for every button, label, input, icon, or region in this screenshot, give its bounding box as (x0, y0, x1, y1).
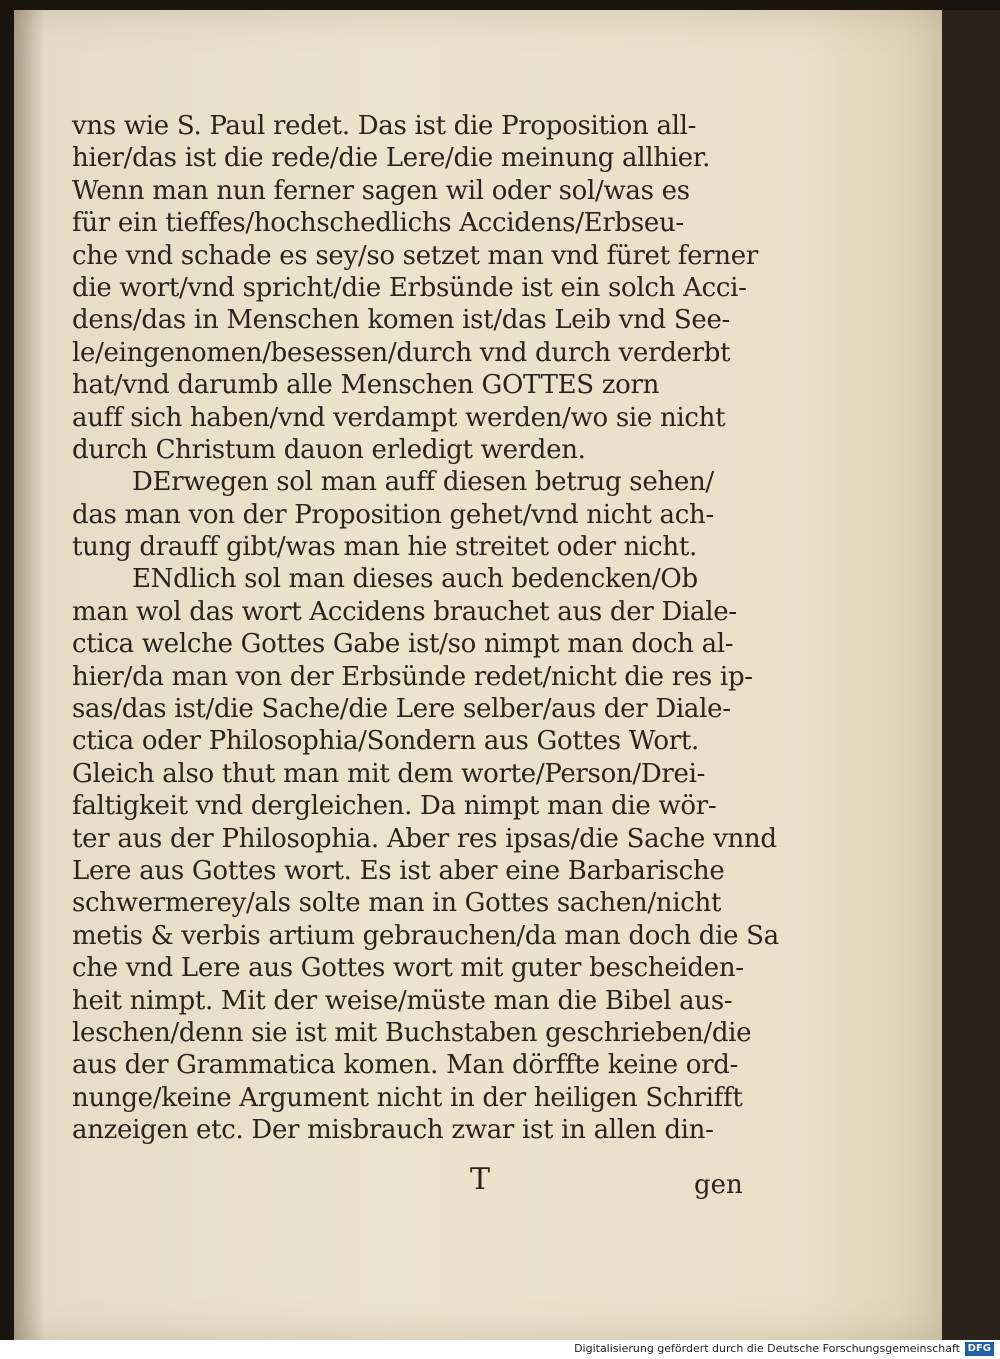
text-line: Wenn man nun ferner sagen wil oder sol/was es (72, 175, 690, 206)
text-line: metis & verbis artium gebrauchen/da man doch die Sa (72, 920, 779, 951)
text-line: hier/da man von der Erbsünde redet/nicht die res ip- (72, 661, 753, 692)
text-line: sas/das ist/die Sache/die Lere selber/aus der Diale- (72, 694, 731, 725)
text-line: man wol das wort Accidens brauchet aus der Diale- (72, 596, 737, 627)
text-line: durch Christum dauon erledigt werden. (72, 434, 586, 465)
text-line: hier/das ist die rede/die Lere/die meinung allhier. (72, 143, 711, 174)
text-line: faltigkeit vnd dergleichen. Da nimpt man die wör- (72, 791, 717, 822)
text-line: ctica welche Gottes Gabe ist/so nimpt man doch al- (72, 629, 734, 660)
text-line: Lere aus Gottes wort. Es ist aber eine Barbarische (72, 855, 725, 886)
text-line: die wort/vnd spricht/die Erbsünde ist ein solch Acci- (72, 272, 747, 303)
text-line: leschen/denn sie ist mit Buchstaben geschrieben/die (72, 1017, 752, 1048)
gutter-shadow (14, 10, 44, 1340)
catchword: gen (694, 1170, 743, 1200)
footer-credit: Digitalisierung gefördert durch die Deutsche Forschungsgemeinschaft (574, 1342, 960, 1355)
text-line: auff sich haben/vnd verdampt werden/wo sie nicht (72, 402, 726, 433)
text-line: ctica oder Philosophia/Sondern aus Gottes Wort. (72, 726, 700, 757)
text-line: hat/vnd darumb alle Menschen GOTTES zorn (72, 370, 660, 401)
text-line: Gleich also thut man mit dem worte/Person/Drei- (72, 758, 706, 789)
text-line: dens/das in Menschen komen ist/das Leib vnd See- (72, 305, 731, 336)
text-line: schwermerey/als solte man in Gottes sachen/nicht (72, 888, 722, 919)
text-line: che vnd schade es sey/so setzet man vnd füret ferner (72, 240, 758, 271)
text-line: nunge/keine Argument nicht in der heiligen Schrifft (72, 1082, 743, 1113)
text-line: vns wie S. Paul redet. Das ist die Proposition all- (72, 111, 697, 141)
page-edge (942, 10, 1000, 1340)
dfg-logo: DFG (965, 1342, 994, 1356)
signature-mark: T (470, 1162, 491, 1197)
text-line: ENdlich sol man dieses auch bedencken/Ob (132, 564, 698, 595)
text-line: le/eingenomen/besessen/durch vnd durch verderbt (72, 337, 731, 368)
text-line: che vnd Lere aus Gottes wort mit guter bescheiden- (72, 953, 744, 984)
text-line: für ein tieffes/hochschedlichs Accidens/Erbseu- (72, 208, 684, 239)
text-line: heit nimpt. Mit der weise/müste man die Bibel aus- (72, 985, 733, 1016)
text-line: ter aus der Philosophia. Aber res ipsas/die Sache vnnd (72, 823, 777, 854)
text-line: aus der Grammatica komen. Man dörffte keine ord- (72, 1050, 739, 1081)
body-text (72, 110, 779, 1147)
text-line: DErwegen sol man auff diesen betrug sehen/ (132, 467, 714, 498)
text-line: das man von der Proposition gehet/vnd nicht ach- (72, 499, 714, 530)
text-line: anzeigen etc. Der misbrauch zwar ist in allen din- (72, 1115, 714, 1146)
footer-bar (0, 1340, 1000, 1359)
text-line: tung drauff gibt/was man hie streitet oder nicht. (72, 532, 697, 563)
